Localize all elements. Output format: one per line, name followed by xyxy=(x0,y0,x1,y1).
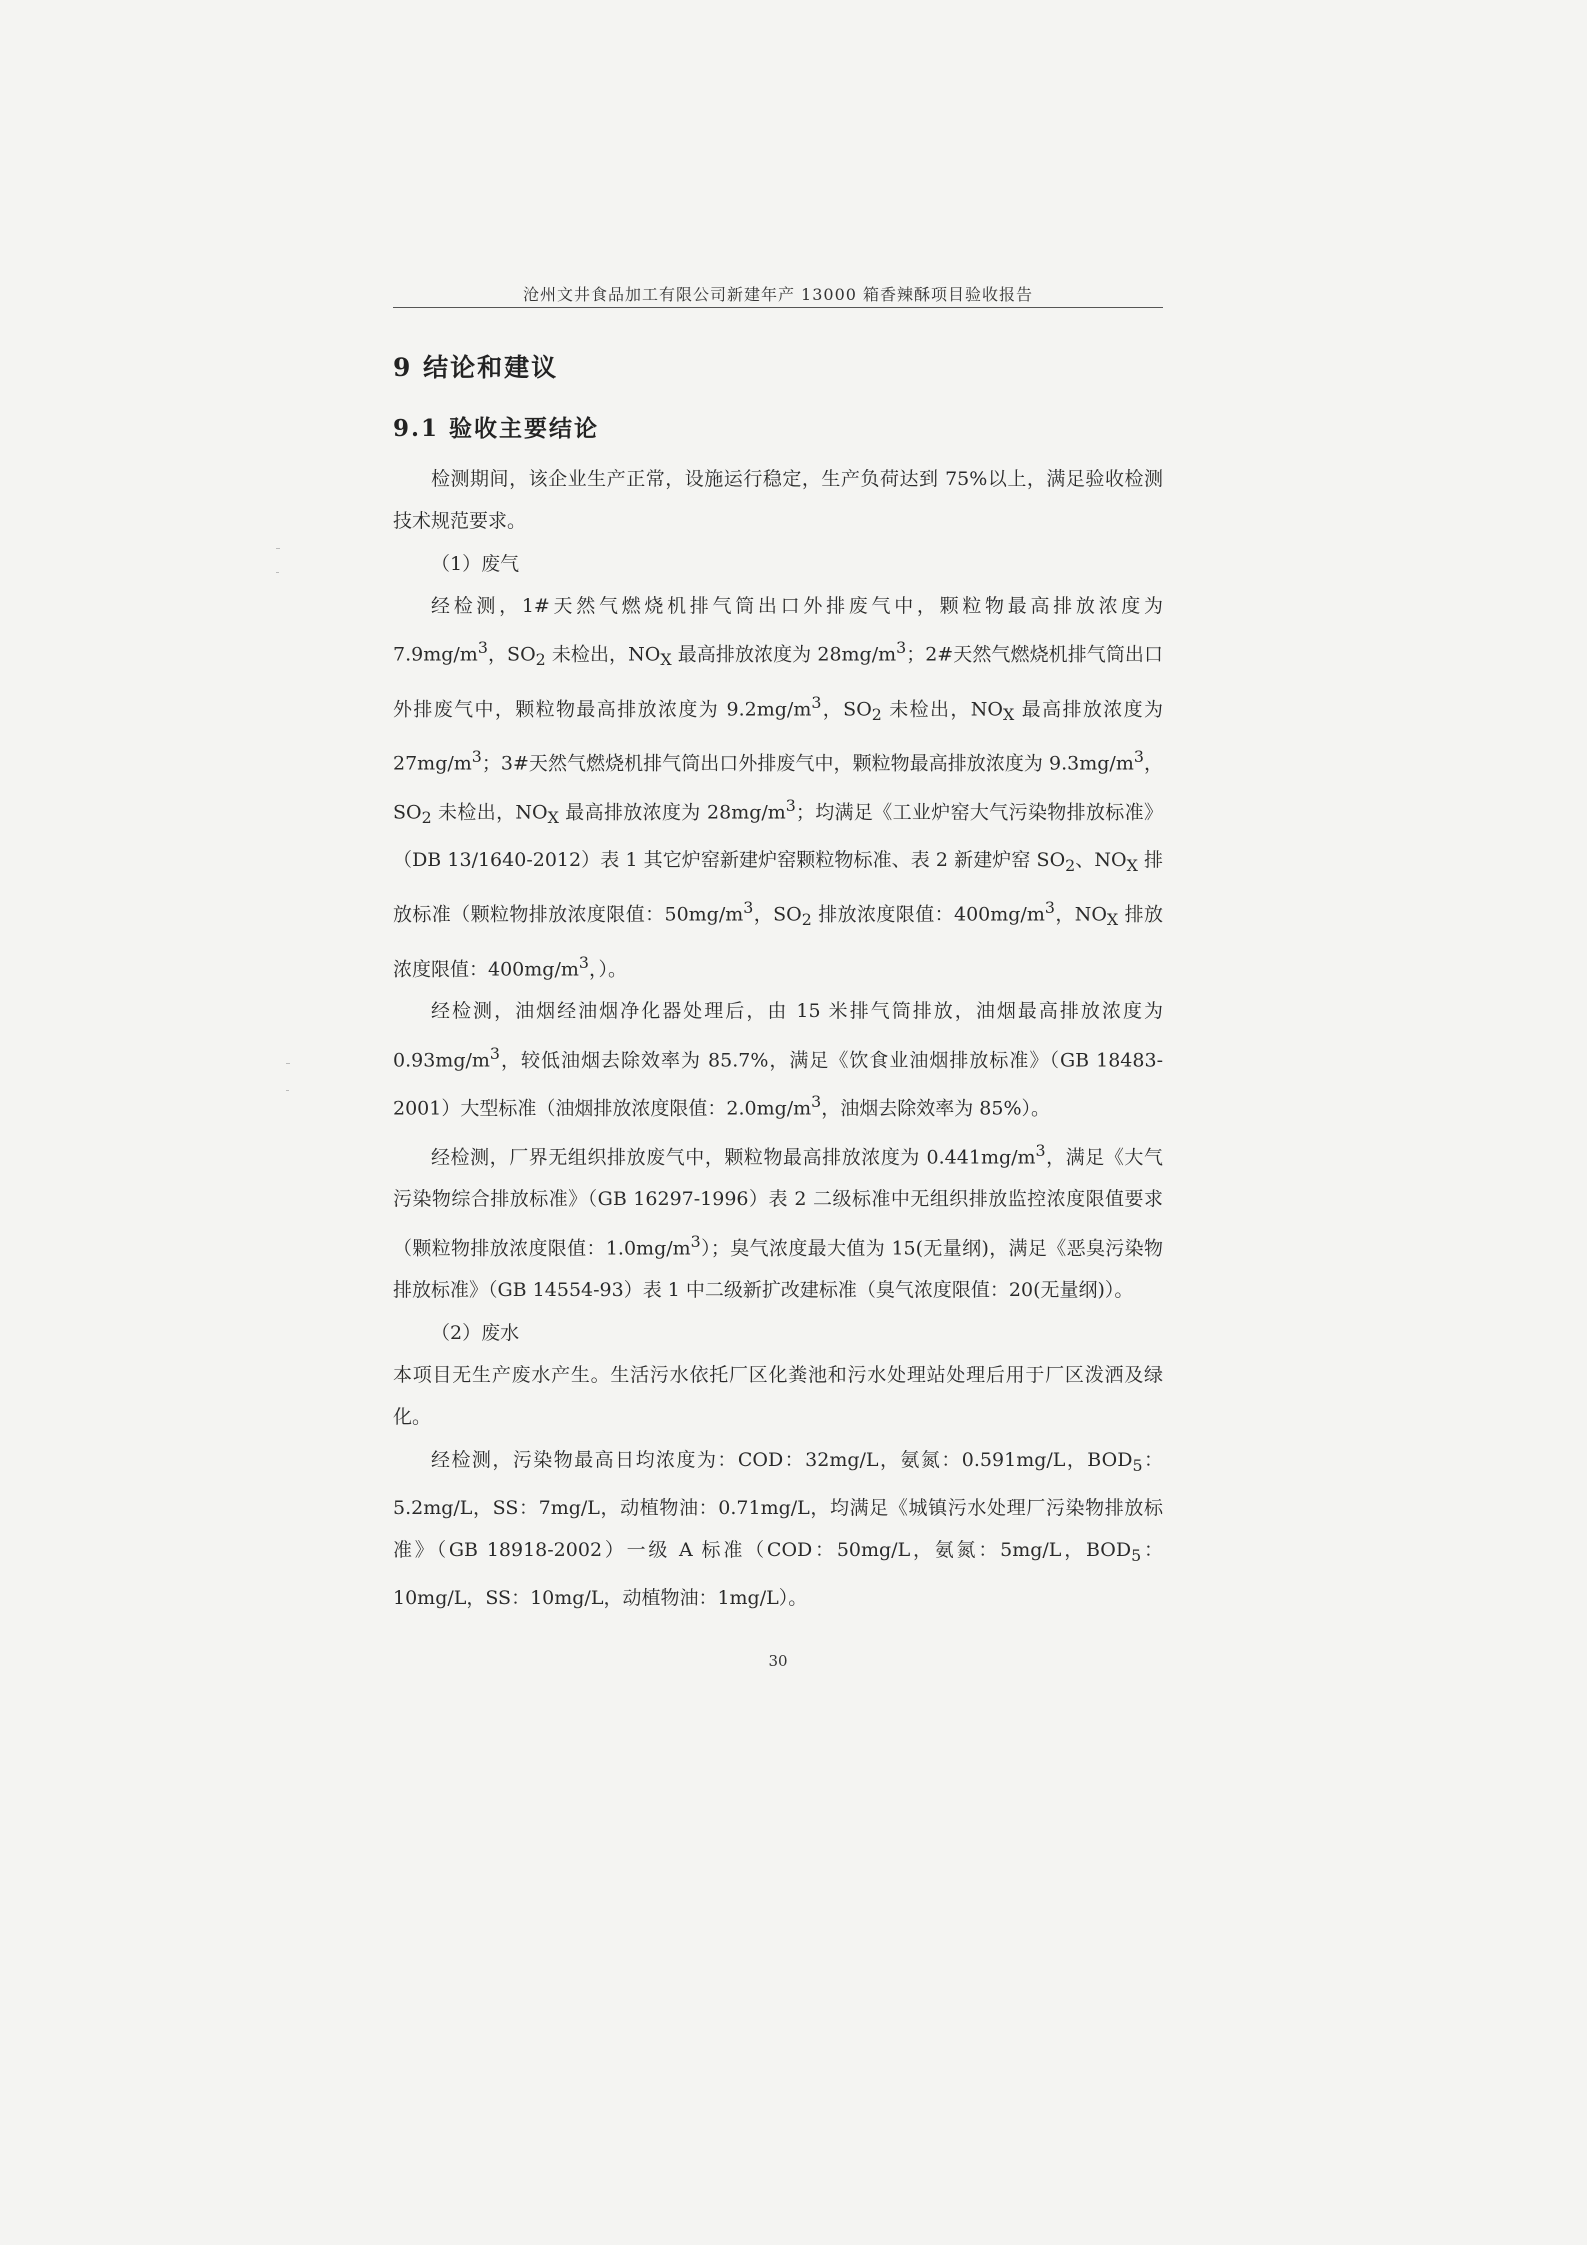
subheading-waste-gas: （1）废气 xyxy=(431,552,520,575)
paragraph: 经检测，油烟经油烟净化器处理后，由 15 米排气筒排放，油烟最高排放浓度为 $0.93mg/m^3$，较低油烟去除效率为 85.7%，满足《饮食业油烟排放标准》（GB 18483-2001）大型标准（油烟排放浓度限值：$2.0mg/m^3$，油烟去除效率为 85%）。 xyxy=(393,1000,1163,1120)
paragraph: 检测期间，该企业生产正常，设施运行稳定，生产负荷达到 75%以上，满足验收检测技术规范要求。 xyxy=(393,468,1163,533)
subheading-waste-water: （2）废水 xyxy=(431,1321,520,1344)
scan-speck xyxy=(286,1090,289,1091)
page-number: 30 xyxy=(768,1652,788,1670)
body-text xyxy=(393,458,1163,1619)
scan-speck xyxy=(276,548,280,549)
paragraph: 本项目无生产废水产生。生活污水依托厂区化粪池和污水处理站处理后用于厂区泼洒及绿化。 xyxy=(393,1363,1163,1429)
section-title: 9.1 验收主要结论 xyxy=(393,415,600,442)
scan-speck xyxy=(276,572,279,573)
paragraph: 经检测，厂界无组织排放废气中，颗粒物最高排放浓度为 $0.441mg/m^3$，满足《大气污染物综合排放标准》（GB 16297-1996）表 2 二级标准中无组织排放监控浓度限值要求（颗粒物排放浓度限值：$1.0mg/m^3$）；臭气浓度最大值为 15(无量纲)，满足《恶臭污染物排放标准》（GB 14554-93）表 1 中二级新扩改建标准（臭气浓度限值：20(无量纲)）。 xyxy=(393,1140,1163,1302)
paragraph: 经检测，1#天然气燃烧机排气筒出口外排废气中，颗粒物最高排放浓度为 $7.9mg/m^3$，$SO_2$ 未检出，$NO_X$ 最高排放浓度为 $28mg/m^3$；2#天然气燃烧机排气筒出口外排废气中，颗粒物最高排放浓度为 $9.2mg/m^3$，$SO_2$ 未检出，$NO_X$ 最高排放浓度为 $27mg/m^3$；3#天然气燃烧机排气筒出口外排废气中，颗粒物最高排放浓度为 $9.3mg/m^3$，$SO_2$ 未检出，$NO_X$ 最高排放浓度为 $28mg/m^3$；均满足《工业炉窑大气污染物排放标准》（DB 13/1640-2012）表 1 其它炉窑新建炉窑颗粒物标准、表 2 新建炉窑 $SO_2$、$NO_X$ 排放标准（颗粒物排放浓度限值：$50mg/m^3$，$SO_2$ 排放浓度限值：$400mg/m^3$，$NO_X$ 排放浓度限值：$400mg/m^3$，）。 xyxy=(393,594,1164,980)
chapter-title: 9 结论和建议 xyxy=(393,353,559,382)
scan-speck xyxy=(286,1063,290,1064)
running-header: 沧州文井食品加工有限公司新建年产 13000 箱香辣酥项目验收报告 xyxy=(522,285,1034,304)
header-rule xyxy=(393,307,1163,308)
paragraph: 经检测，污染物最高日均浓度为：COD：32mg/L，氨氮：0.591mg/L，$BOD_5$：5.2mg/L，SS：7mg/L，动植物油：0.71mg/L，均满足《城镇污水处理厂污染物排放标准》（GB 18918-2002）一级 A 标准（COD：50mg/L，氨氮：5mg/L，$BOD_5$：10mg/L，SS：10mg/L，动植物油：1mg/L）。 xyxy=(393,1448,1163,1609)
